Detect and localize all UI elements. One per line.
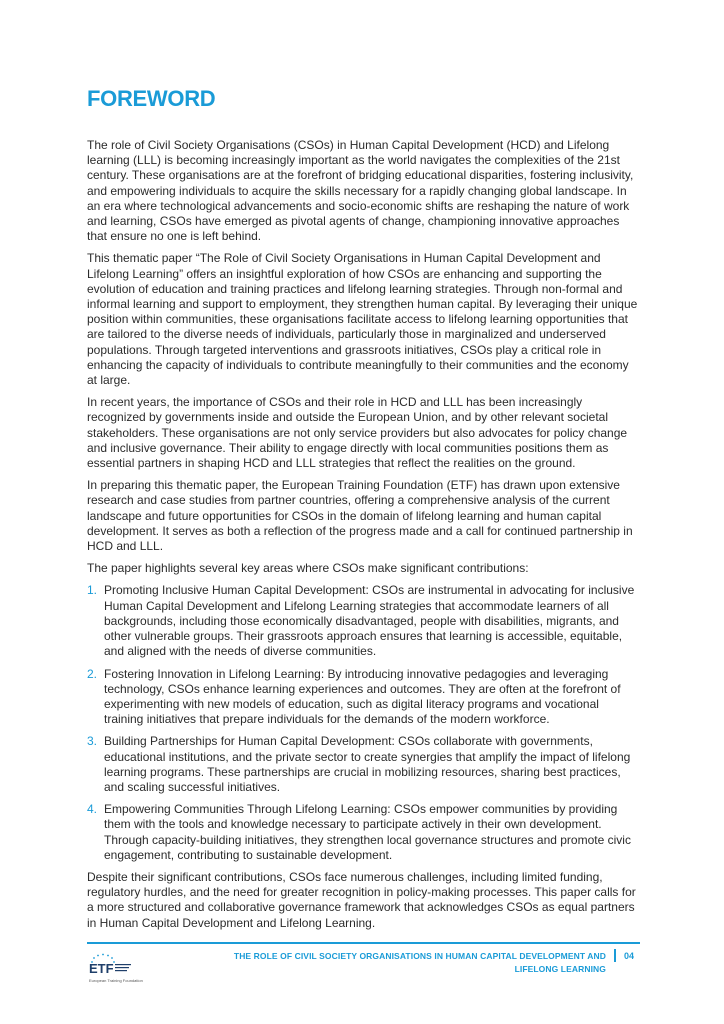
list-item-text: Fostering Innovation in Lifelong Learning: By introducing innovative pedagogies and leveraging technology, CSOs enhance learning experiences and outcomes. They are often at the forefront of experimenting with new models of education, such as digital literacy programs and vocational training initiatives that prepare individuals for the demands of the modern workforce. <box>104 666 621 727</box>
page-title: FOREWORD <box>87 86 216 111</box>
logo-caption: European Training Foundation <box>89 978 143 983</box>
running-footer-line: THE ROLE OF CIVIL SOCIETY ORGANISATIONS IN HUMAN CAPITAL DEVELOPMENT AND <box>233 951 606 961</box>
paragraph: In preparing this thematic paper, the European Training Foundation (ETF) has drawn upon extensive research and case studies from partner countries, offering a comprehensive analysis of the current landscape and future opportunities for CSOs in the domain of lifelong learning and human capital development. It serves as both a reflection of the progress made and a call for continued partnership in HCD and LLL. <box>87 478 633 554</box>
footer-divider <box>87 942 640 944</box>
etf-logo <box>86 950 156 986</box>
list-item-text: Empowering Communities Through Lifelong Learning: CSOs empower communities by providing them with the tools and knowledge necessary to participate actively in their own development. Through capacity-building initiatives, they strengthen local governance structures and promote civic engagement, contributing to sustainable development. <box>104 802 631 862</box>
paragraph: The role of Civil Society Organisations (CSOs) in Human Capital Development (HCD) and Lifelong learning (LLL) is becoming increasingly important as the world navigates the complexities of the 21st century. These organisations are at the forefront of bridging educational disparities, fostering inclusivity, and empowering individuals to acquire the skills necessary for a rapidly changing global landscape. In an era where technological advancements and socio-economic shifts are reshaping the nature of work and learning, CSOs have emerged as pivotal agents of change, championing innovative approaches that ensure no one is left behind. <box>87 138 634 244</box>
list-item-number: 1. <box>87 583 98 598</box>
running-footer-line: LIFELONG LEARNING <box>514 964 606 974</box>
list-item <box>87 802 641 863</box>
body-content <box>87 138 641 938</box>
paragraph: This thematic paper “The Role of Civil Society Organisations in Human Capital Development and Lifelong Learning” offers an insightful exploration of how CSOs are enhancing and supporting the evolution of education and training practices and lifelong learning strategies. Through non-formal and informal learning and support to employment, they strengthen human capital. By leveraging their unique position within communities, these organisations facilitate access to lifelong learning opportunities that are tailored to the diverse needs of individuals, particularly those in marginalized and underserved populations. Through targeted interventions and grassroots initiatives, CSOs play a critical role in enhancing the capacity of individuals to contribute meaningfully to their communities and the economy at large. <box>87 251 638 388</box>
list-item-text: Building Partnerships for Human Capital Development: CSOs collaborate with governments, educational institutions, and the private sector to create synergies that amplify the impact of lifelong learning programs. These partnerships are crucial in mobilizing resources, sharing best practices, and scaling successful initiatives. <box>104 734 631 794</box>
contribution-list <box>87 583 641 862</box>
page-number: 04 <box>624 951 635 961</box>
list-item <box>87 734 641 795</box>
list-item-number: 4. <box>87 802 98 817</box>
closing-paragraph: Despite their significant contributions, CSOs face numerous challenges, including limited funding, regulatory hurdles, and the need for greater recognition in policy-making processes. This paper calls for a more structured and collaborative governance framework that acknowledges CSOs as equal partners in Human Capital Development and Lifelong Learning. <box>87 869 636 930</box>
list-item-number: 3. <box>87 734 98 749</box>
running-footer-title <box>150 950 606 976</box>
list-item-text: Promoting Inclusive Human Capital Development: CSOs are instrumental in advocating for inclusive Human Capital Development and Lifelong Learning strategies that accommodate learners of all backgrounds, including those economically disadvantaged, people with disabilities, migrants, and other vulnerable groups. Their grassroots approach ensures that learning is accessible, equitable, and aligned with the needs of diverse communities. <box>104 583 635 659</box>
list-item <box>87 667 641 728</box>
paragraph: The paper highlights several key areas where CSOs make significant contributions: <box>87 561 529 576</box>
paragraph: In recent years, the importance of CSOs and their role in HCD and LLL has been increasingly recognized by governments inside and outside the European Union, and by other relevant societal stakeholders. These organisations are not only service providers but also advocates for policy change and inclusive governance. Their ability to engage directly with local communities positions them as essential partners in shaping HCD and LLL strategies that reflect the realities on the ground. <box>87 395 628 471</box>
footer-separator <box>614 949 616 962</box>
list-item <box>87 583 641 659</box>
logo-mark: ETF <box>89 961 114 976</box>
list-item-number: 2. <box>87 666 98 681</box>
